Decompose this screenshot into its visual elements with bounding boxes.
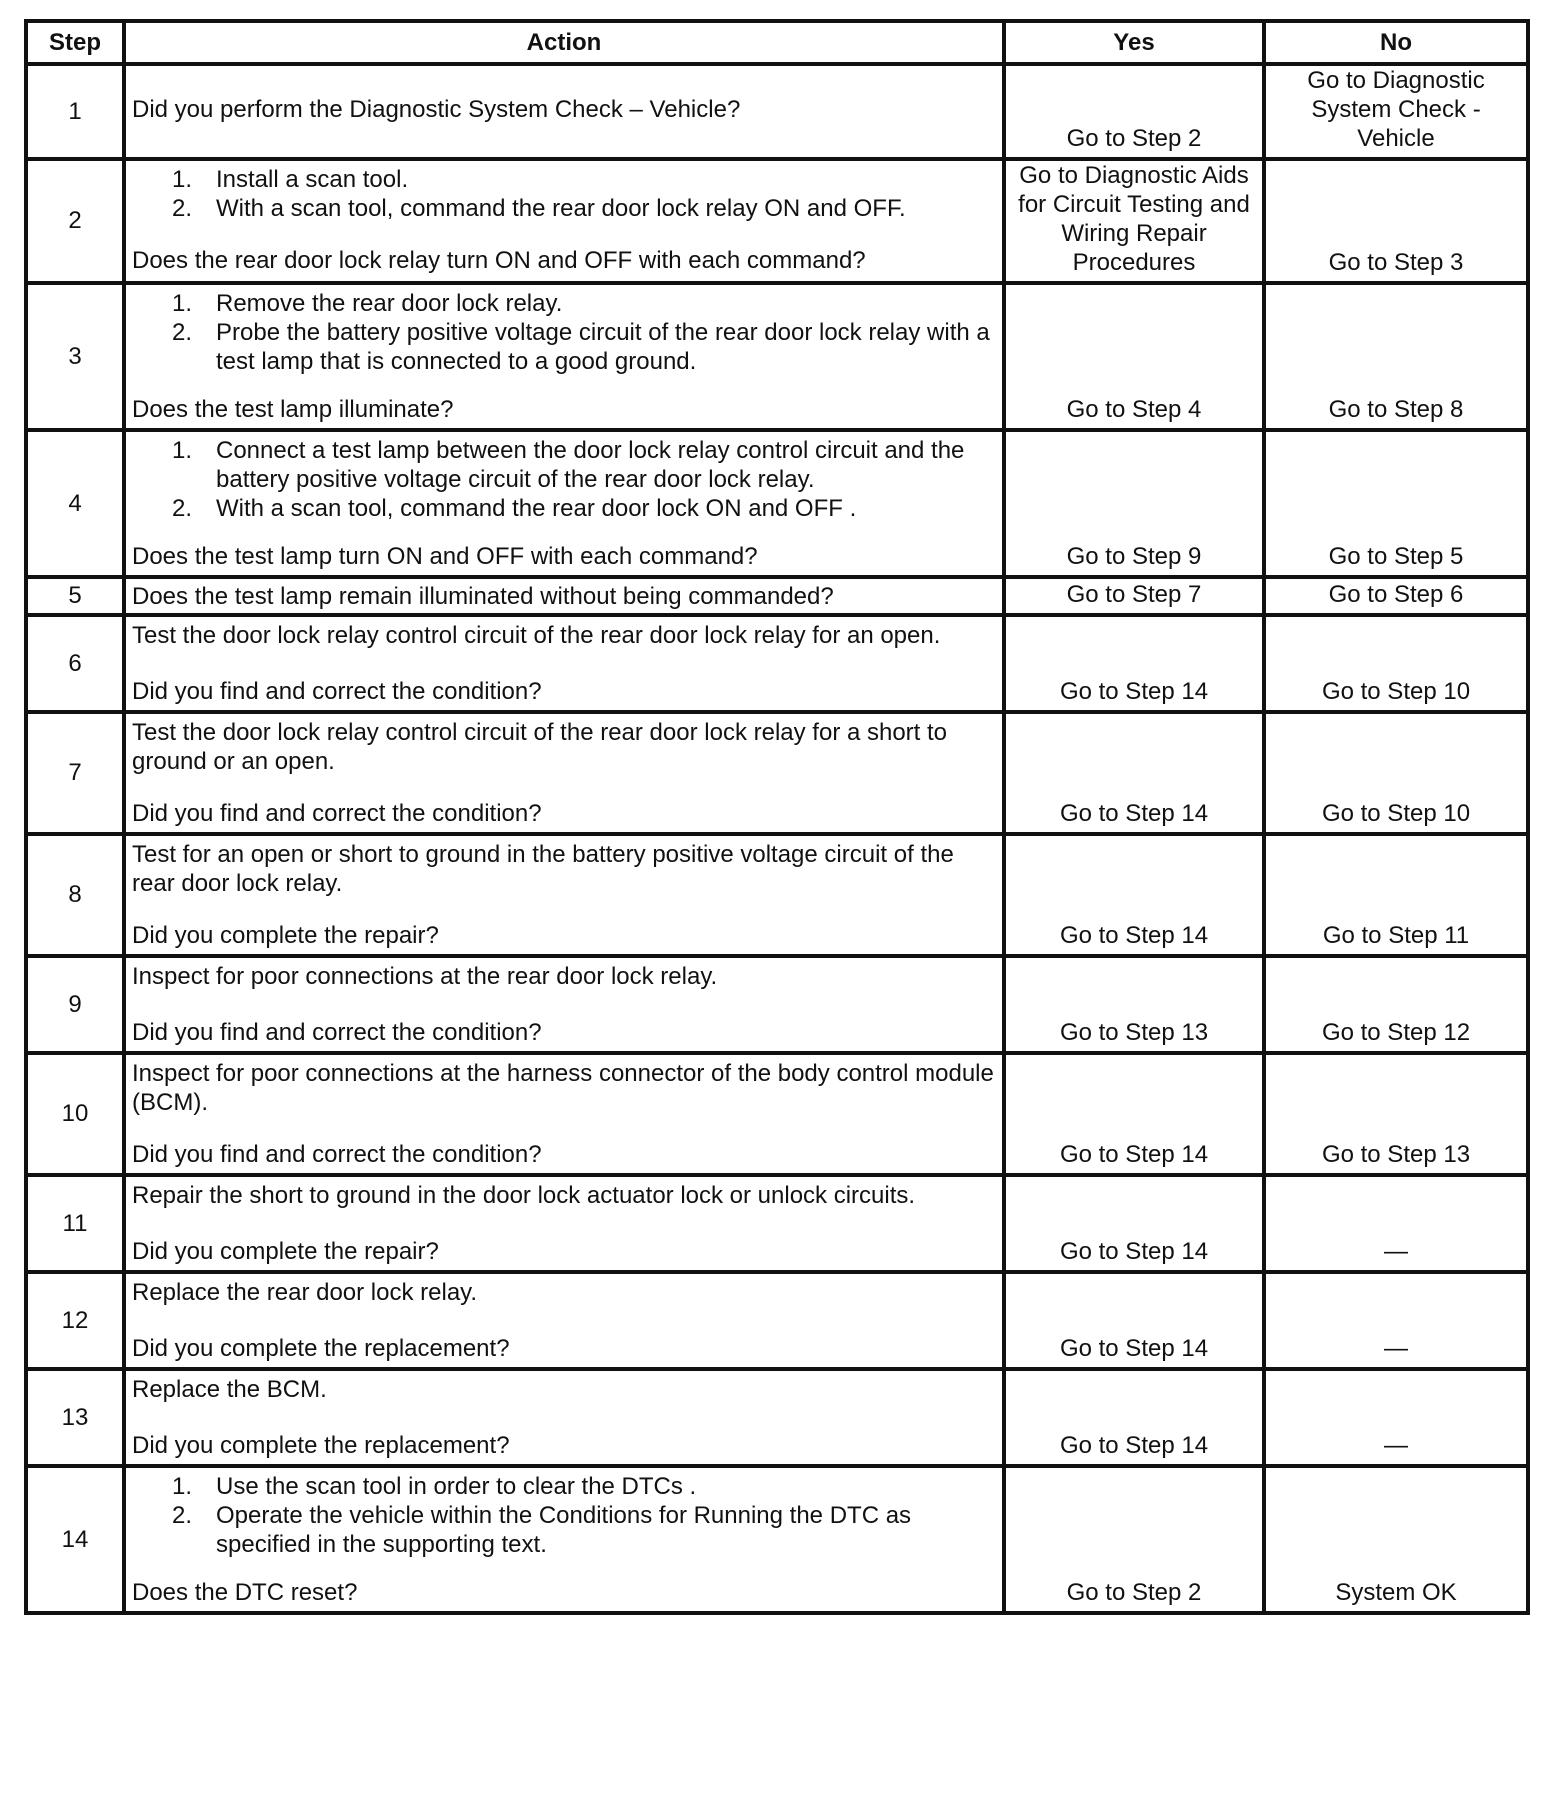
yes-outcome: Go to Step 14 (1004, 1369, 1264, 1466)
substep-text: Use the scan tool in order to clear the DTCs . (216, 1473, 697, 1500)
action-instructions (132, 289, 994, 376)
action-content (126, 958, 1002, 1051)
action-question: Did you find and correct the condition? (132, 800, 542, 827)
table-row (26, 1053, 1528, 1175)
substep-number: 1. (171, 290, 192, 317)
step-number: 3 (26, 283, 124, 430)
substep-text: With a scan tool, command the rear door lock relay ON and OFF. (216, 195, 906, 222)
yes-outcome: Go to Step 13 (1004, 956, 1264, 1053)
step-number: 5 (26, 577, 124, 615)
action-content (126, 1468, 1002, 1611)
step-number: 1 (26, 64, 124, 159)
table-row (26, 1272, 1528, 1369)
action-question: Does the test lamp illuminate? (132, 396, 454, 423)
yes-outcome: Go to Step 2 (1004, 64, 1264, 159)
substep-text: Install a scan tool. (216, 166, 409, 193)
action-text: Repair the short to ground in the door lock actuator lock or unlock circuits. (132, 1182, 916, 1209)
step-number: 12 (26, 1272, 124, 1369)
action-content (126, 714, 1002, 832)
yes-outcome: Go to Step 14 (1004, 1175, 1264, 1272)
substep-list (132, 289, 994, 376)
substep-text: With a scan tool, command the rear door lock ON and OFF . (216, 495, 857, 522)
action-content (126, 617, 1002, 710)
step-number: 14 (26, 1466, 124, 1613)
yes-outcome: Go to Step 14 (1004, 834, 1264, 956)
action-text: Inspect for poor connections at the rear door lock relay. (132, 963, 718, 990)
yes-outcome: Go to Diagnostic Aids for Circuit Testing and Wiring Repair Procedures (1004, 159, 1264, 283)
action-instructions (132, 962, 994, 991)
step-number: 10 (26, 1053, 124, 1175)
substep-text: Connect a test lamp between the door lock relay control circuit and the battery positive voltage circuit of the rear door lock relay. (216, 437, 965, 493)
action-question: Did you complete the repair? (132, 922, 439, 949)
action-instructions (132, 1472, 994, 1559)
action-content (126, 1371, 1002, 1464)
header-action: Action (124, 21, 1004, 64)
no-outcome: Go to Step 11 (1264, 834, 1528, 956)
table-row (26, 1369, 1528, 1466)
yes-outcome: Go to Step 14 (1004, 615, 1264, 712)
action-question: Did you complete the replacement? (132, 1432, 510, 1459)
substep-number: 2. (171, 195, 192, 222)
action-content (126, 1274, 1002, 1367)
table-body (26, 64, 1528, 1613)
action-cell (124, 64, 1004, 159)
substep-list (132, 165, 994, 223)
action-instructions (132, 1059, 994, 1117)
action-cell (124, 283, 1004, 430)
no-outcome: Go to Diagnostic System Check - Vehicle (1264, 64, 1528, 159)
diagnostic-table (24, 19, 1530, 1615)
action-cell (124, 1369, 1004, 1466)
action-question: Did you complete the replacement? (132, 1335, 510, 1362)
action-instructions (132, 718, 994, 776)
yes-outcome: Go to Step 9 (1004, 430, 1264, 577)
no-outcome: Go to Step 10 (1264, 615, 1528, 712)
action-content (126, 1055, 1002, 1173)
action-cell (124, 1272, 1004, 1369)
table-row (26, 712, 1528, 834)
action-cell (124, 1053, 1004, 1175)
no-outcome: Go to Step 3 (1264, 159, 1528, 283)
action-cell (124, 159, 1004, 283)
substep-item (132, 1472, 994, 1501)
action-instructions (132, 621, 994, 650)
no-outcome: Go to Step 13 (1264, 1053, 1528, 1175)
substep-number: 1. (171, 166, 192, 193)
step-number: 6 (26, 615, 124, 712)
action-content (126, 1177, 1002, 1270)
action-cell (124, 956, 1004, 1053)
header-no: No (1264, 21, 1528, 64)
yes-outcome: Go to Step 2 (1004, 1466, 1264, 1613)
action-content (126, 836, 1002, 954)
action-text: Did you perform the Diagnostic System Check – Vehicle? (132, 95, 741, 123)
substep-item (132, 494, 994, 523)
action-instructions (132, 95, 994, 124)
action-text: Test the door lock relay control circuit of the rear door lock relay for a short to ground or an open. (132, 719, 948, 775)
substep-number: 1. (171, 437, 192, 464)
yes-outcome: Go to Step 4 (1004, 283, 1264, 430)
step-number: 2 (26, 159, 124, 283)
action-instructions (132, 1181, 994, 1210)
no-outcome: Go to Step 5 (1264, 430, 1528, 577)
step-number: 8 (26, 834, 124, 956)
action-content (126, 285, 1002, 428)
substep-number: 2. (171, 1502, 192, 1529)
substep-number: 2. (171, 319, 192, 346)
action-content (126, 432, 1002, 575)
no-outcome: Go to Step 8 (1264, 283, 1528, 430)
action-instructions (132, 840, 994, 898)
header-step: Step (26, 21, 124, 64)
substep-item (132, 165, 994, 194)
step-number: 7 (26, 712, 124, 834)
action-question: Did you find and correct the condition? (132, 1019, 542, 1046)
substep-item (132, 194, 994, 223)
step-number: 13 (26, 1369, 124, 1466)
table-row (26, 615, 1528, 712)
action-text: Replace the BCM. (132, 1376, 327, 1403)
action-cell (124, 615, 1004, 712)
header-row (26, 21, 1528, 64)
substep-number: 2. (171, 495, 192, 522)
yes-outcome: Go to Step 14 (1004, 1272, 1264, 1369)
action-text: Inspect for poor connections at the harness connector of the body control module (BCM). (132, 1060, 994, 1116)
substep-item (132, 1501, 994, 1559)
action-question: Does the test lamp turn ON and OFF with each command? (132, 543, 758, 570)
action-cell (124, 712, 1004, 834)
step-number: 4 (26, 430, 124, 577)
no-outcome: Go to Step 10 (1264, 712, 1528, 834)
substep-text: Probe the battery positive voltage circuit of the rear door lock relay with a test lamp that is connected to a good ground. (216, 319, 990, 375)
no-outcome: — (1264, 1369, 1528, 1466)
table-row (26, 283, 1528, 430)
action-question: Did you find and correct the condition? (132, 1141, 542, 1168)
table-row (26, 956, 1528, 1053)
action-cell (124, 577, 1004, 615)
step-number: 11 (26, 1175, 124, 1272)
yes-outcome: Go to Step 14 (1004, 1053, 1264, 1175)
no-outcome: Go to Step 12 (1264, 956, 1528, 1053)
substep-list (132, 436, 994, 523)
yes-outcome: Go to Step 14 (1004, 712, 1264, 834)
action-text: Replace the rear door lock relay. (132, 1279, 478, 1306)
action-content (126, 579, 1002, 613)
header-yes: Yes (1004, 21, 1264, 64)
action-cell (124, 834, 1004, 956)
action-instructions (132, 165, 994, 223)
substep-number: 1. (171, 1473, 192, 1500)
action-question: Did you complete the repair? (132, 1238, 439, 1265)
action-instructions (132, 582, 994, 611)
no-outcome: — (1264, 1175, 1528, 1272)
table-row (26, 159, 1528, 283)
action-content (126, 161, 1002, 279)
action-cell (124, 1175, 1004, 1272)
action-question: Did you find and correct the condition? (132, 678, 542, 705)
table-row (26, 1466, 1528, 1613)
action-question: Does the DTC reset? (132, 1579, 358, 1606)
substep-text: Operate the vehicle within the Conditions for Running the DTC as specified in the supporting text. (216, 1502, 912, 1558)
table-row (26, 834, 1528, 956)
substep-item (132, 318, 994, 376)
table-row (26, 577, 1528, 615)
yes-outcome: Go to Step 7 (1004, 577, 1264, 615)
table-row (26, 1175, 1528, 1272)
step-number: 9 (26, 956, 124, 1053)
action-question: Does the rear door lock relay turn ON and OFF with each command? (132, 247, 866, 274)
table-row (26, 64, 1528, 159)
action-instructions (132, 436, 994, 523)
substep-text: Remove the rear door lock relay. (216, 290, 563, 317)
no-outcome: Go to Step 6 (1264, 577, 1528, 615)
table-row (26, 430, 1528, 577)
no-outcome: — (1264, 1272, 1528, 1369)
action-instructions (132, 1375, 994, 1404)
no-outcome: System OK (1264, 1466, 1528, 1613)
action-text: Test for an open or short to ground in the battery positive voltage circuit of the rear door lock relay. (132, 841, 954, 897)
action-cell (124, 1466, 1004, 1613)
substep-list (132, 1472, 994, 1559)
action-text: Test the door lock relay control circuit of the rear door lock relay for an open. (132, 622, 941, 649)
substep-item (132, 436, 994, 494)
action-text: Does the test lamp remain illuminated without being commanded? (132, 582, 834, 610)
action-content (126, 66, 1002, 152)
substep-item (132, 289, 994, 318)
action-instructions (132, 1278, 994, 1307)
action-cell (124, 430, 1004, 577)
